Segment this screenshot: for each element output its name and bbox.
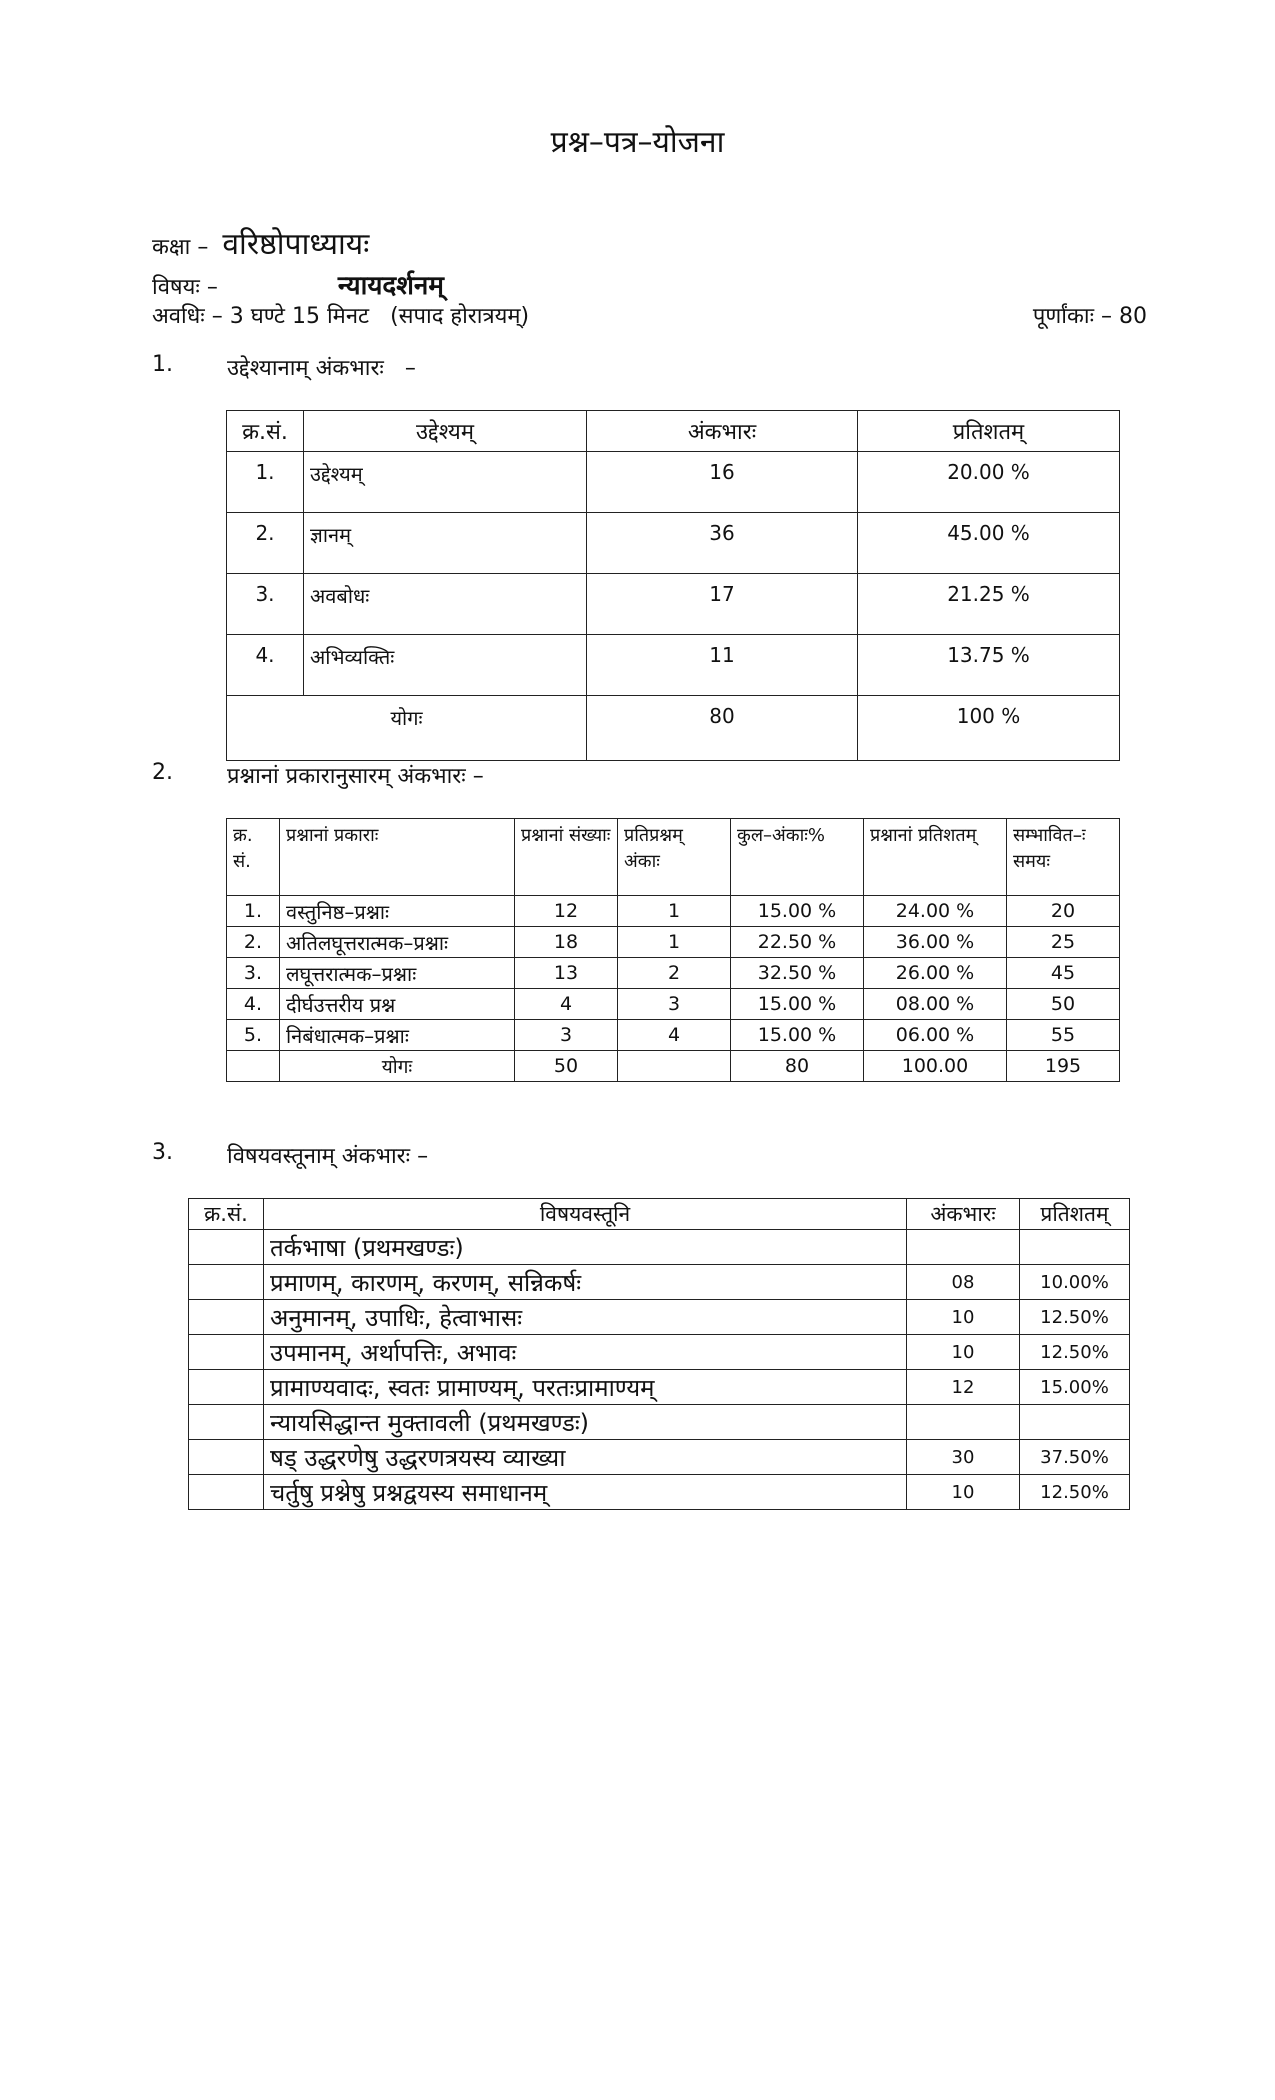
table-cell bbox=[1020, 1405, 1130, 1440]
table-total-row bbox=[227, 696, 1120, 761]
table-row bbox=[189, 1265, 1130, 1300]
column-header: विषयवस्तूनि bbox=[264, 1199, 907, 1230]
table-cell: 17 bbox=[587, 574, 858, 635]
content-weightage-table bbox=[188, 1198, 1130, 1510]
table-row bbox=[227, 452, 1120, 513]
table-cell: 24.00 % bbox=[864, 896, 1007, 927]
table-cell: 4. bbox=[227, 989, 280, 1020]
table-cell: प्रामाण्यवादः, स्वतः प्रामाण्यम्, परतःप्रामाण्यम् bbox=[264, 1370, 907, 1405]
class-line bbox=[152, 222, 369, 263]
column-header: सम्भावित–ः समयः bbox=[1007, 819, 1120, 896]
table-cell bbox=[189, 1405, 264, 1440]
column-header: प्रतिशतम् bbox=[1020, 1199, 1130, 1230]
column-header: प्रतिप्रश्नम् अंकाः bbox=[618, 819, 731, 896]
table-cell: 08.00 % bbox=[864, 989, 1007, 1020]
table-cell: अनुमानम्, उपाधिः, हेत्वाभासः bbox=[264, 1300, 907, 1335]
table-cell: योगः bbox=[280, 1051, 515, 1082]
page-title: प्रश्न–पत्र–योजना bbox=[550, 125, 725, 160]
table-row bbox=[189, 1335, 1130, 1370]
table-total-row bbox=[227, 1051, 1120, 1082]
table-row bbox=[227, 958, 1120, 989]
table-cell: 3. bbox=[227, 958, 280, 989]
table-cell: 45.00 % bbox=[858, 513, 1120, 574]
column-header: अंकभारः bbox=[587, 411, 858, 452]
column-header: प्रतिशतम् bbox=[858, 411, 1120, 452]
table-cell: चर्तुषु प्रश्नेषु प्रश्नद्वयस्य समाधानम् bbox=[264, 1475, 907, 1510]
table-row bbox=[227, 635, 1120, 696]
table-header-row bbox=[189, 1199, 1130, 1230]
class-label: कक्षा – bbox=[152, 235, 209, 260]
class-value: वरिष्ठोपाध्यायः bbox=[222, 227, 370, 262]
table-cell bbox=[189, 1230, 264, 1265]
column-header: कुल–अंकाः% bbox=[731, 819, 864, 896]
table-cell bbox=[907, 1230, 1020, 1265]
table-cell: 195 bbox=[1007, 1051, 1120, 1082]
table-cell: 12 bbox=[515, 896, 618, 927]
column-header: उद्देश्यम् bbox=[304, 411, 587, 452]
table-cell: 12.50% bbox=[1020, 1475, 1130, 1510]
table-row bbox=[227, 896, 1120, 927]
table-cell: 13.75 % bbox=[858, 635, 1120, 696]
table-header-row bbox=[227, 411, 1120, 452]
table-cell: 3 bbox=[618, 989, 731, 1020]
table-cell: 36 bbox=[587, 513, 858, 574]
table-cell: 32.50 % bbox=[731, 958, 864, 989]
table-cell: 20 bbox=[1007, 896, 1120, 927]
table-cell: 4 bbox=[618, 1020, 731, 1051]
table-cell: अवबोधः bbox=[304, 574, 587, 635]
table-cell: 100 % bbox=[858, 696, 1120, 761]
table-row bbox=[227, 927, 1120, 958]
column-header: प्रश्नानां प्रतिशतम् bbox=[864, 819, 1007, 896]
table-cell: 13 bbox=[515, 958, 618, 989]
table-cell: अतिलघूत्तरात्मक–प्रश्नाः bbox=[280, 927, 515, 958]
table-cell: षड् उद्धरणेषु उद्धरणत्रयस्य व्याख्या bbox=[264, 1440, 907, 1475]
table-cell: योगः bbox=[227, 696, 587, 761]
table-cell: 80 bbox=[731, 1051, 864, 1082]
table-cell: 12.50% bbox=[1020, 1300, 1130, 1335]
table-cell: 1. bbox=[227, 452, 304, 513]
table-cell: निबंधात्मक–प्रश्नाः bbox=[280, 1020, 515, 1051]
table-row bbox=[189, 1405, 1130, 1440]
table-cell bbox=[189, 1335, 264, 1370]
column-header: क्र.सं. bbox=[189, 1199, 264, 1230]
table-cell: उद्देश्यम् bbox=[304, 452, 587, 513]
table-cell: 1. bbox=[227, 896, 280, 927]
table-cell bbox=[189, 1265, 264, 1300]
table-cell: 16 bbox=[587, 452, 858, 513]
table-cell: 50 bbox=[1007, 989, 1120, 1020]
table-cell: न्यायसिद्धान्त मुक्तावली (प्रथमखण्डः) bbox=[264, 1405, 907, 1440]
table-row bbox=[227, 989, 1120, 1020]
table-cell: दीर्घउत्तरीय प्रश्न bbox=[280, 989, 515, 1020]
table-row bbox=[189, 1475, 1130, 1510]
table-cell: 15.00% bbox=[1020, 1370, 1130, 1405]
table-cell: 22.50 % bbox=[731, 927, 864, 958]
table-cell: 12 bbox=[907, 1370, 1020, 1405]
table-cell: 10 bbox=[907, 1335, 1020, 1370]
table-cell: 2 bbox=[618, 958, 731, 989]
column-header: क्र.सं. bbox=[227, 411, 304, 452]
table-row bbox=[227, 1020, 1120, 1051]
column-header: क्र. सं. bbox=[227, 819, 280, 896]
table-cell: 18 bbox=[515, 927, 618, 958]
subject-line bbox=[152, 266, 444, 302]
table-row bbox=[189, 1230, 1130, 1265]
table-cell: लघूत्तरात्मक–प्रश्नाः bbox=[280, 958, 515, 989]
table-cell: 10.00% bbox=[1020, 1265, 1130, 1300]
table-row bbox=[189, 1370, 1130, 1405]
objectives-table bbox=[226, 410, 1120, 761]
table-cell: उपमानम्, अर्थापत्तिः, अभावः bbox=[264, 1335, 907, 1370]
table-row bbox=[227, 513, 1120, 574]
table-cell: 5. bbox=[227, 1020, 280, 1051]
table-cell: 3 bbox=[515, 1020, 618, 1051]
table-cell: 15.00 % bbox=[731, 896, 864, 927]
table-cell: 37.50% bbox=[1020, 1440, 1130, 1475]
table-cell: 3. bbox=[227, 574, 304, 635]
table-cell: 30 bbox=[907, 1440, 1020, 1475]
table-cell: 11 bbox=[587, 635, 858, 696]
table-cell bbox=[227, 1051, 280, 1082]
table-cell bbox=[189, 1300, 264, 1335]
table-cell: 25 bbox=[1007, 927, 1120, 958]
table-cell: 4 bbox=[515, 989, 618, 1020]
duration-line: अवधिः – 3 घण्टे 15 मिनट (सपाद होरात्रयम्) bbox=[152, 304, 530, 329]
table-cell: प्रमाणम्, कारणम्, करणम्, सन्निकर्षः bbox=[264, 1265, 907, 1300]
table-header-row bbox=[227, 819, 1120, 896]
table-cell: 4. bbox=[227, 635, 304, 696]
table-cell: 36.00 % bbox=[864, 927, 1007, 958]
table-cell bbox=[189, 1440, 264, 1475]
column-header: प्रश्नानां संख्याः bbox=[515, 819, 618, 896]
table-row bbox=[189, 1300, 1130, 1335]
table-cell: 08 bbox=[907, 1265, 1020, 1300]
table-cell: 2. bbox=[227, 513, 304, 574]
subject-value: न्यायदर्शनम् bbox=[337, 271, 444, 301]
table-row bbox=[189, 1440, 1130, 1475]
column-header: प्रश्नानां प्रकाराः bbox=[280, 819, 515, 896]
table-cell: वस्तुनिष्ठ–प्रश्नाः bbox=[280, 896, 515, 927]
table-cell: 10 bbox=[907, 1300, 1020, 1335]
question-type-table bbox=[226, 818, 1120, 1082]
subject-label: विषयः – bbox=[152, 275, 218, 300]
table-cell: 21.25 % bbox=[858, 574, 1120, 635]
table-cell: 100.00 bbox=[864, 1051, 1007, 1082]
table-cell: 80 bbox=[587, 696, 858, 761]
table-cell: 2. bbox=[227, 927, 280, 958]
table-cell bbox=[189, 1370, 264, 1405]
table-cell: 1 bbox=[618, 896, 731, 927]
table-cell bbox=[1020, 1230, 1130, 1265]
full-marks: पूर्णांकाः – 80 bbox=[1032, 304, 1147, 329]
table-cell: ज्ञानम् bbox=[304, 513, 587, 574]
table-cell: 15.00 % bbox=[731, 989, 864, 1020]
table-cell: 06.00 % bbox=[864, 1020, 1007, 1051]
table-cell: 15.00 % bbox=[731, 1020, 864, 1051]
table-cell bbox=[907, 1405, 1020, 1440]
table-cell: 20.00 % bbox=[858, 452, 1120, 513]
table-cell: 1 bbox=[618, 927, 731, 958]
question-paper-plan-page: प्रश्न–पत्र–योजना कक्षा – वरिष्ठोपाध्यायः विषयः – न्यायदर्शनम् अवधिः – 3 घण्टे 15 मिनट (सपाद होरात्रयम्) पूर्णांकाः – 80 1. उद्देश्यानाम् अंकभारः – क्र.सं. उद्देश्यम् अंकभारः प्रतिशतम् 1. उद्देश्यम् 16 20.00 % 2. ज्ञानम् 36 45.00 % 3. अवबोधः 17 21.25 % 4. अभिव्यक्तिः 11 13.75 % योगः 80 100 % 2. प्रश्नानां प्रकारानुसारम् अंकभारः – क्र. सं. प्रश्नानां प्रकाराः प्रश्नानां संख्याः प्रतिप्रश्नम् अंकाः कुल–अंकाः% प्रश्नानां प्रतिशतम् सम्भावित–ः समयः 1. वस्तुनिष्ठ–प्रश्नाः 12 1 15.00 % 24.00 % 20 2. अतिलघूत्तरात्मक–प्रश्नाः 18 1 22.50 % 36.00 % 25 3. लघूत्तरात्मक–प्रश्नाः 13 2 32.50 % 26.00 % 45 4. दीर्घउत्तरीय प्रश्न 4 3 15.00 % 08.00 % 50 5. निबंधात्मक–प्रश्नाः 3 4 15.00 % 06.00 % 55 योगः 50 80 100.00 195 3. विषयवस्तूनाम् अंकभारः – क्र.सं. विषयवस्तूनि अंकभारः प्रतिशतम् तर्कभाषा (प्रथमखण्डः) प्रमाणम्, कारणम्, करणम्, सन्निकर्षः 08 10.00% अनुमानम्, उपाधिः, हेत्वाभासः 10 12.50% उपमानम्, अर्थापत्तिः, अभावः 10 12.50% प्रामाण्यवादः, स्वतः प्रामाण्यम्, परतःप्रामाण्यम् 12 15.00% न्यायसिद्धान्त मुक्तावली (प्रथमखण्डः) षड् उद्धरणेषु उद्धरणत्रयस्य व्याख्या 30 37.50% चर्तुषु प्रश्नेषु प्रश्नद्वयस्य समाधानम् 10 12.50% bbox=[0, 0, 1275, 2100]
table-cell: 12.50% bbox=[1020, 1335, 1130, 1370]
table-cell: 45 bbox=[1007, 958, 1120, 989]
table-cell: 50 bbox=[515, 1051, 618, 1082]
table-row bbox=[227, 574, 1120, 635]
table-cell: तर्कभाषा (प्रथमखण्डः) bbox=[264, 1230, 907, 1265]
table-cell bbox=[189, 1475, 264, 1510]
table-cell: अभिव्यक्तिः bbox=[304, 635, 587, 696]
table-cell: 26.00 % bbox=[864, 958, 1007, 989]
table-cell: 55 bbox=[1007, 1020, 1120, 1051]
column-header: अंकभारः bbox=[907, 1199, 1020, 1230]
table-cell: 10 bbox=[907, 1475, 1020, 1510]
table-cell bbox=[618, 1051, 731, 1082]
